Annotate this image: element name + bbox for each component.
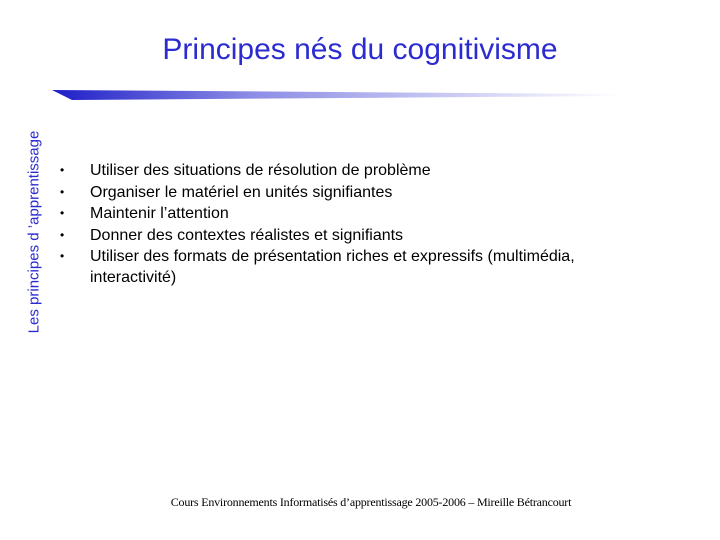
slide-footer: Cours Environnements Informatisés d’apprentissage 2005-2006 – Mireille Bétrancourt	[170, 495, 572, 509]
slide-title: Principes nés du cognitivisme	[162, 33, 558, 66]
bullet-text: Donner des contextes réalistes et signifiants	[90, 226, 404, 244]
bullet-text: Utiliser des formats de présentation riches et expressifs (multimédia, interactivité)	[90, 248, 575, 286]
bullet-icon: •	[60, 249, 65, 263]
bullet-text: Utiliser des situations de résolution de problème	[90, 162, 431, 179]
title-underline-bar	[52, 88, 620, 102]
bullet-icon: •	[60, 163, 65, 177]
bullet-list	[59, 160, 659, 289]
bullet-text: Organiser le matériel en unités signifiantes	[90, 183, 393, 201]
list-item	[59, 182, 659, 203]
bullet-icon: •	[60, 227, 65, 242]
bullet-icon: •	[60, 184, 65, 199]
list-item	[59, 160, 659, 181]
list-item	[59, 203, 659, 224]
bullet-icon: •	[60, 206, 65, 220]
bullet-text: Maintenir l’attention	[90, 205, 229, 222]
list-item	[59, 225, 659, 246]
side-label: Les principes d ’apprentissage	[25, 130, 43, 334]
list-item	[59, 246, 659, 288]
